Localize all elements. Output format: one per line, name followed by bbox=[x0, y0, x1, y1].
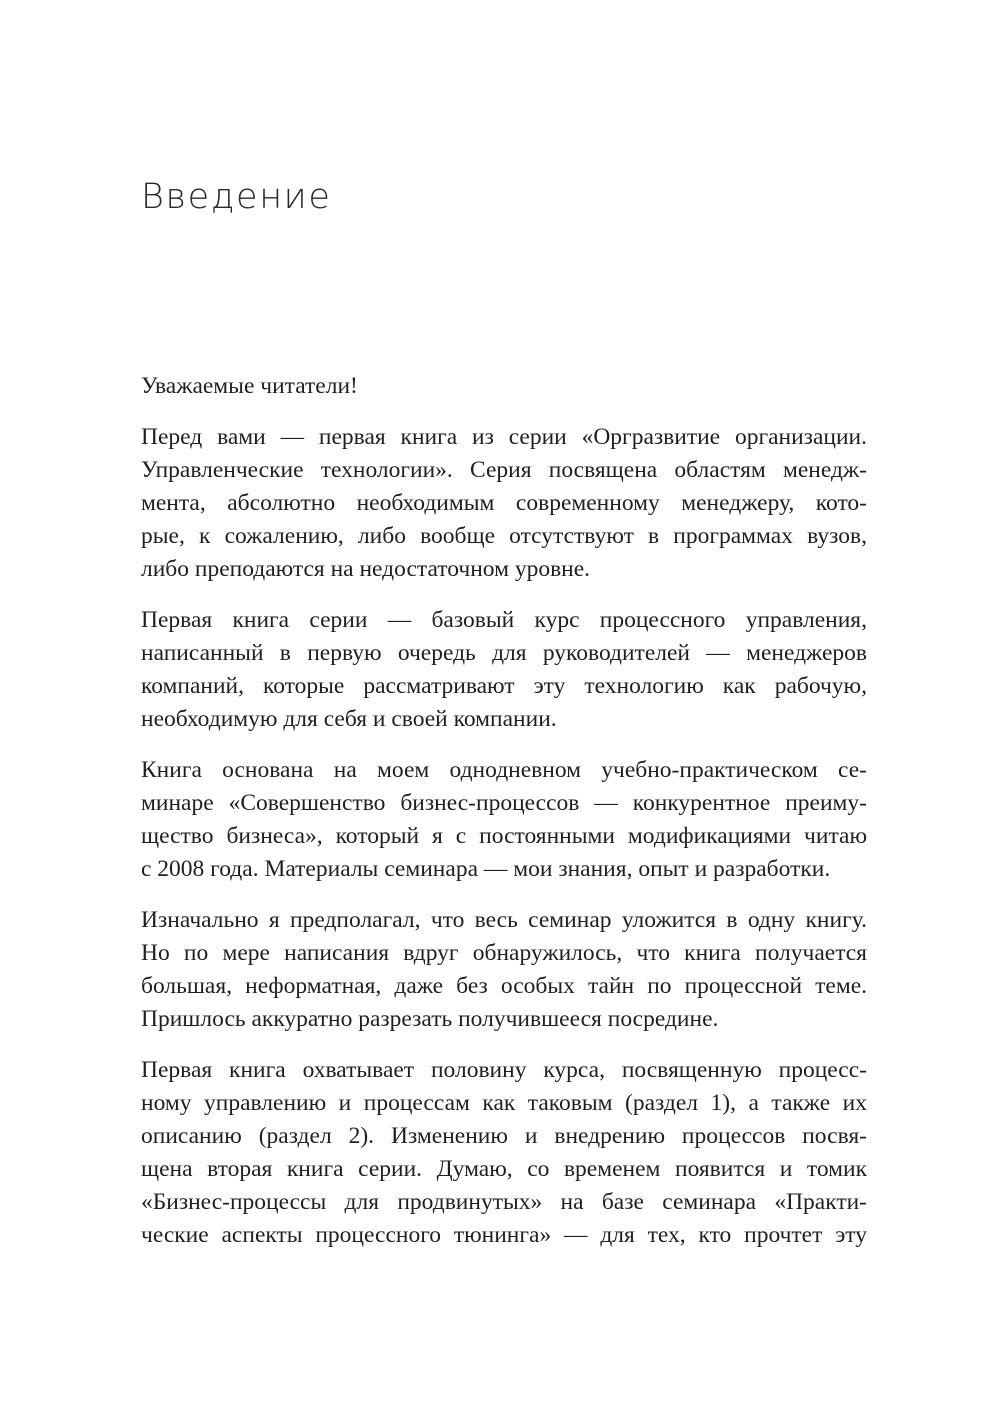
text-line: Изначально я предполагал, что весь семинар уложится в одну книгу. bbox=[141, 907, 867, 933]
text-line: Книга основана на моем однодневном учебно-практическом се- bbox=[141, 757, 867, 783]
greeting: Уважаемые читатели! bbox=[141, 373, 358, 399]
paragraph bbox=[141, 904, 867, 1036]
text-line: большая, неформатная, даже без особых тайн по процессной теме. bbox=[141, 973, 867, 999]
paragraph bbox=[141, 421, 867, 586]
text-line: Управленческие технологии». Серия посвящена областям менедж- bbox=[141, 457, 867, 483]
text-line: Пришлось аккуратно разрезать получившееся посредине. bbox=[141, 1006, 719, 1032]
text-line: либо преподаются на недостаточном уровне. bbox=[141, 556, 591, 582]
text-line: «Бизнес-процессы для продвинутых» на базе семинара «Практи- bbox=[141, 1189, 867, 1215]
text-line: ческие аспекты процессного тюнинга» — для тех, кто прочтет эту bbox=[141, 1222, 867, 1248]
text-line: щество бизнеса», который я с постоянными модификациями читаю bbox=[141, 823, 867, 849]
paragraph bbox=[141, 1054, 867, 1252]
text-line: минаре «Совершенство бизнес-процессов — конкурентное преиму- bbox=[141, 790, 867, 816]
text-line: необходимую для себя и своей компании. bbox=[141, 706, 557, 732]
text-line: с 2008 года. Материалы семинара — мои знания, опыт и разработки. bbox=[141, 856, 831, 882]
chapter-title: Введение bbox=[141, 177, 332, 217]
body-text bbox=[141, 370, 867, 1270]
text-line: мента, абсолютно необходимым современному менеджеру, кото- bbox=[141, 490, 867, 516]
text-line: Перед вами — первая книга из серии «Оргразвитие организации. bbox=[141, 424, 867, 450]
text-line: Первая книга серии — базовый курс процессного управления, bbox=[141, 607, 867, 633]
text-line: ному управлению и процессам как таковым (раздел 1), а также их bbox=[141, 1090, 867, 1116]
text-line: Первая книга охватывает половину курса, посвященную процесс- bbox=[141, 1057, 867, 1083]
text-line: щена вторая книга серии. Думаю, со временем появится и томик bbox=[141, 1156, 867, 1182]
text-line: компаний, которые рассматривают эту технологию как рабочую, bbox=[141, 673, 867, 699]
text-line: описанию (раздел 2). Изменению и внедрению процессов посвя- bbox=[141, 1123, 867, 1149]
text-line: написанный в первую очередь для руководителей — менеджеров bbox=[141, 640, 867, 666]
paragraph bbox=[141, 604, 867, 736]
text-line: рые, к сожалению, либо вообще отсутствуют в программах вузов, bbox=[141, 523, 867, 549]
paragraph bbox=[141, 754, 867, 886]
text-line: Но по мере написания вдруг обнаружилось, что книга получается bbox=[141, 940, 867, 966]
